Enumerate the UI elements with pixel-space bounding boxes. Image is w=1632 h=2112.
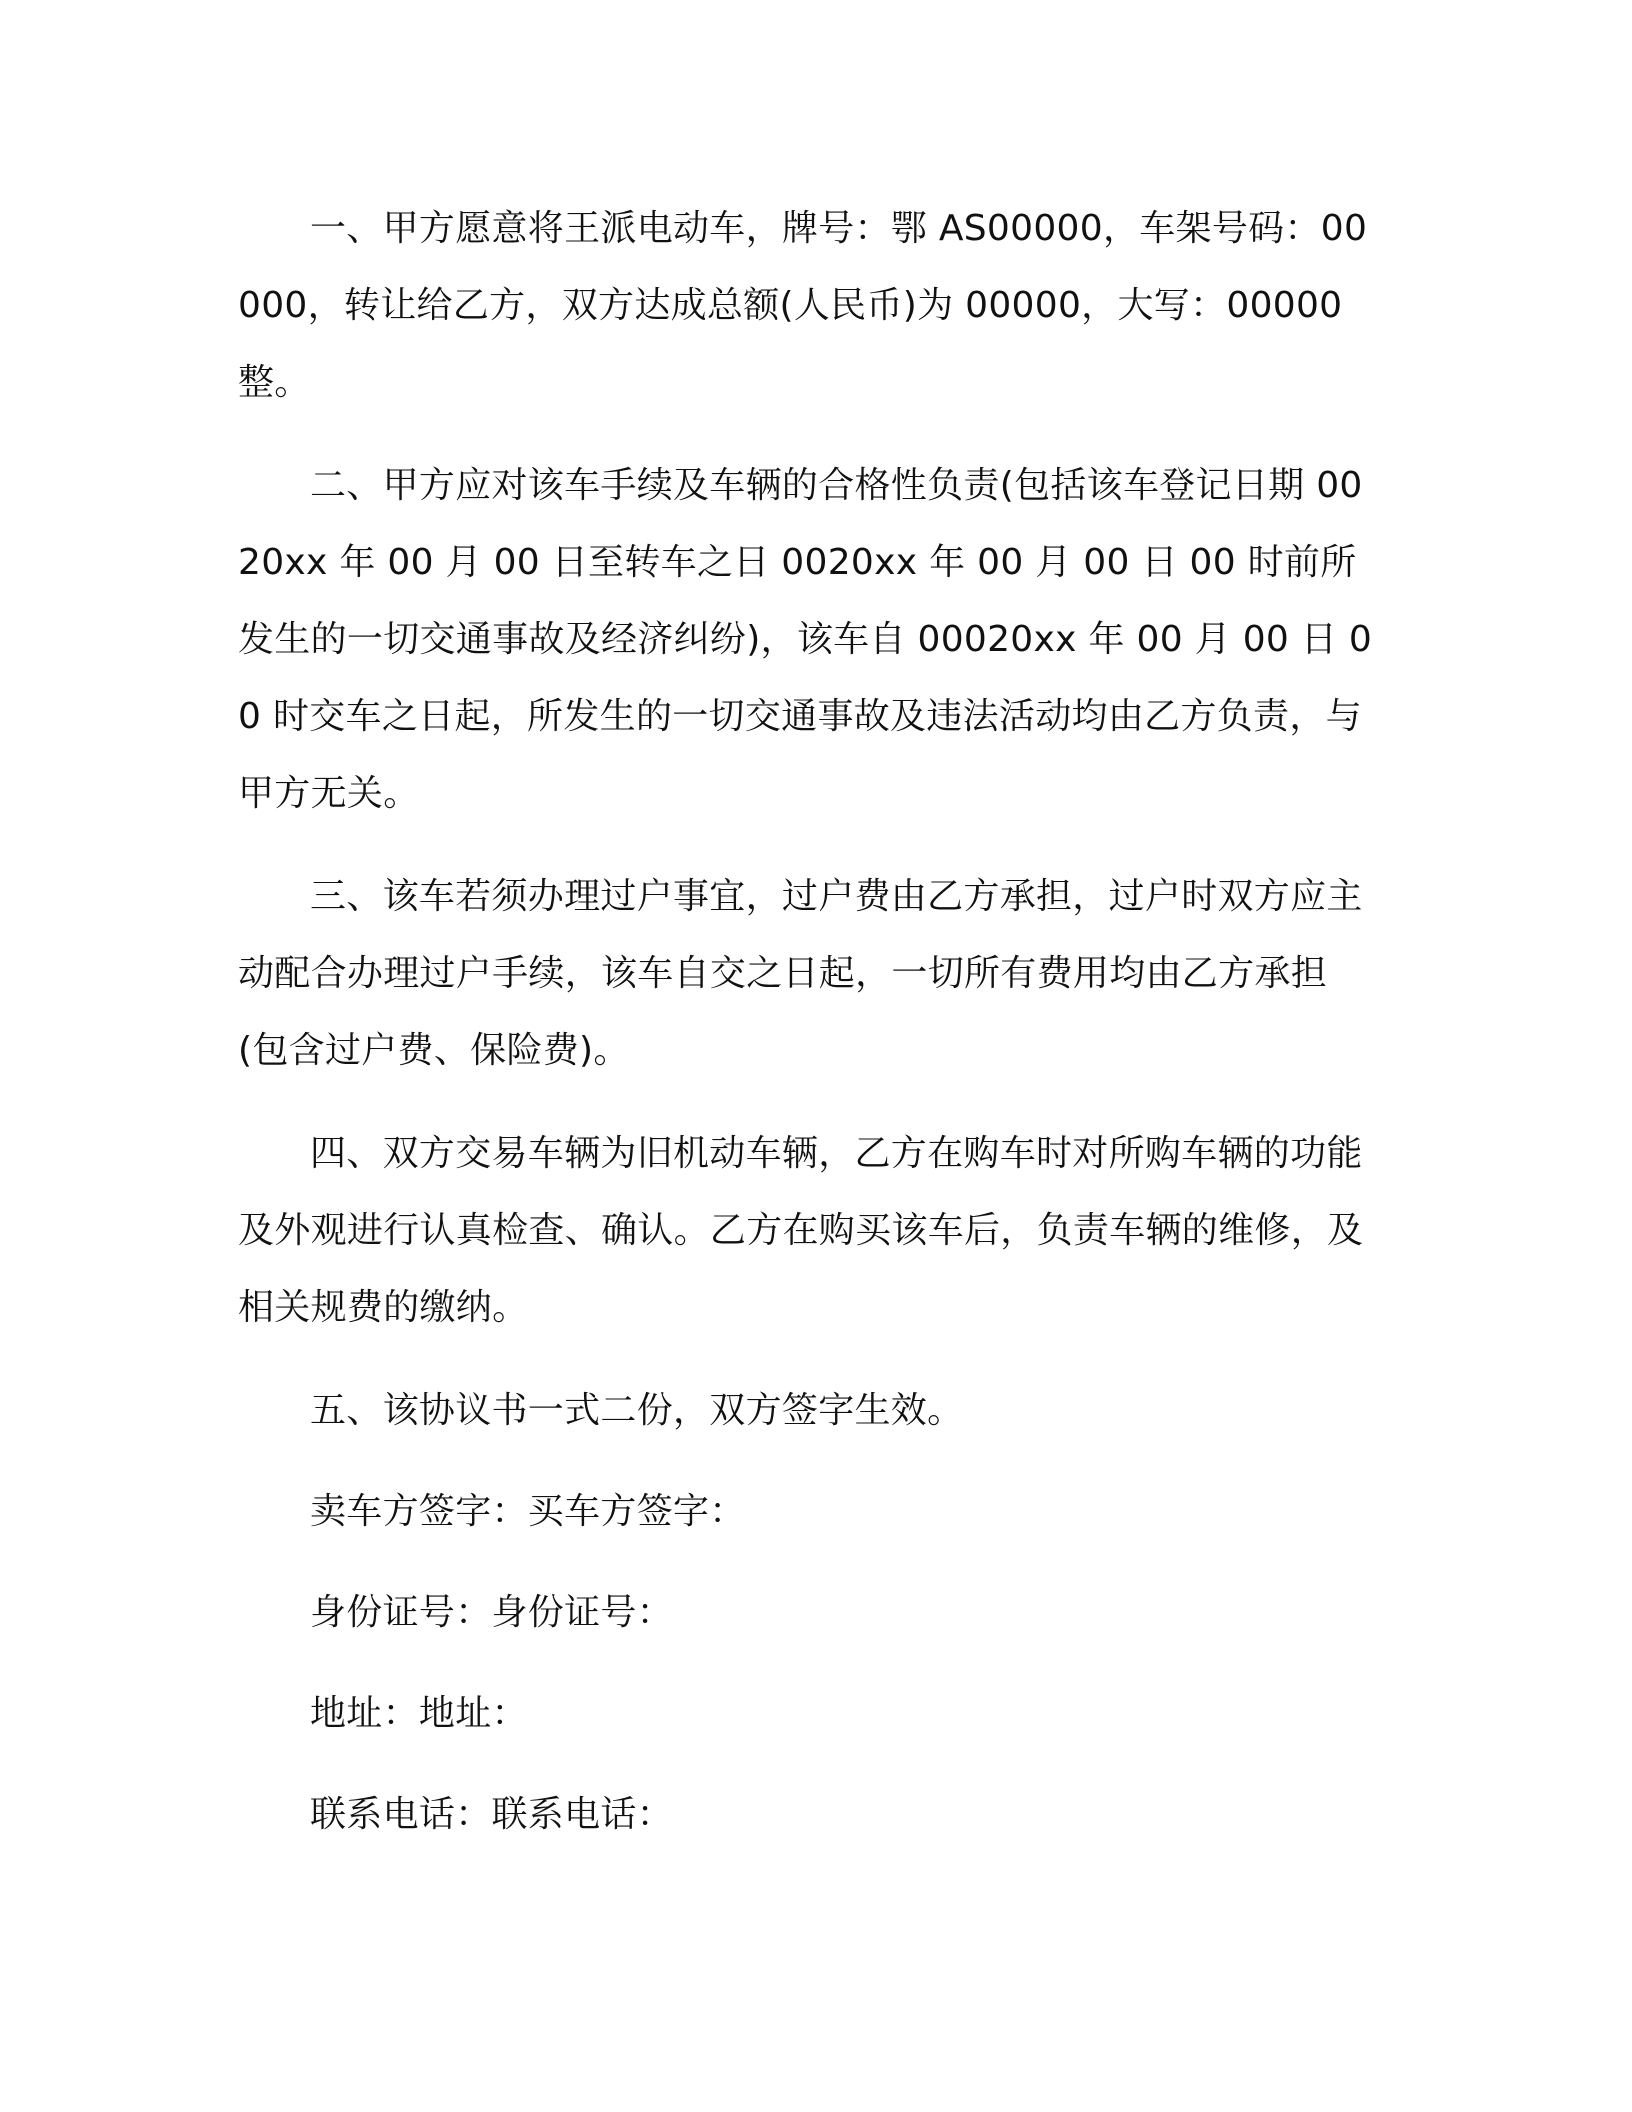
clause-1: 一、甲方愿意将王派电动车，牌号：鄂 AS00000，车架号码：00000，转让给乙方，双方达成总额(人民币)为 00000，大写：00000 整。 [238,208,1368,403]
phone-line: 联系电话：联系电话： [310,1794,674,1835]
clause-3: 三、该车若须办理过户事宜，过户费由乙方承担，过户时双方应主动配合办理过户手续，该车自交之日起，一切所有费用均由乙方承担(包含过户费、保险费)。 [238,876,1363,1071]
document-body [238,190,1376,1853]
clause-4: 四、双方交易车辆为旧机动车辆，乙方在购车时对所购车辆的功能及外观进行认真检查、确认。乙方在购买该车后，负责车辆的维修，及相关规费的缴纳。 [238,1133,1364,1328]
address-line: 地址：地址： [310,1693,528,1734]
id-number-line: 身份证号：身份证号： [310,1592,674,1633]
signature-line: 卖车方签字：买车方签字： [310,1491,746,1532]
clause-2: 二、甲方应对该车手续及车辆的合格性负责(包括该车登记日期 0020xx 年 00 月 00 日至转车之日 0020xx 年 00 月 00 日 00 时前所发生的一切交通事故及经济纠纷)，该车自 00020xx 年 00 月 00 日 00 时交车之日起，所发生的一切交通事故及违法活动均由乙方负责，与甲方无关。 [238,465,1373,814]
clause-5: 五、该协议书一式二份，双方签字生效。 [310,1390,964,1431]
